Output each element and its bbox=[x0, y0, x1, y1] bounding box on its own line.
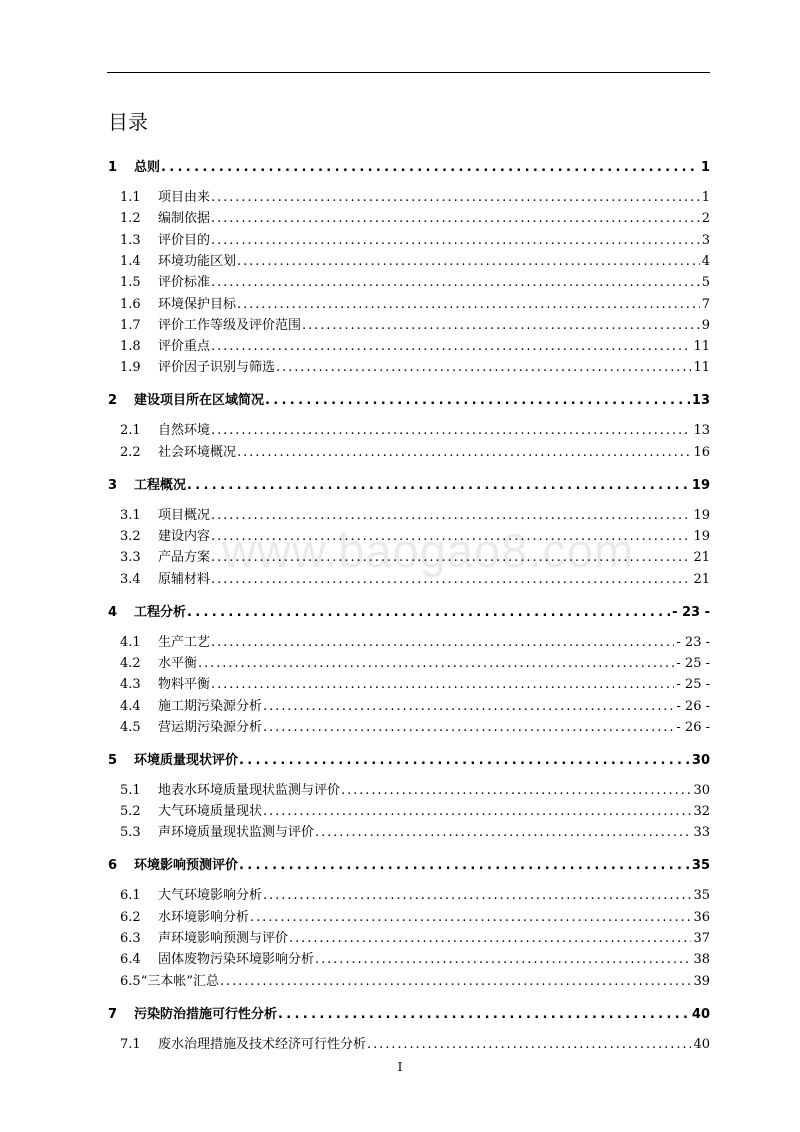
toc-page-number: 40 bbox=[693, 1036, 710, 1052]
toc-number: 4.2 bbox=[120, 655, 141, 671]
toc-section-row[interactable] bbox=[120, 353, 710, 375]
toc-leader-dots bbox=[211, 550, 691, 565]
toc-page-number: - 26 - bbox=[676, 719, 710, 735]
toc-page-number: 9 bbox=[701, 317, 710, 333]
toc-number: 2.1 bbox=[120, 423, 141, 439]
toc-leader-dots bbox=[315, 825, 691, 840]
toc-page-number: 11 bbox=[693, 360, 710, 376]
toc-title: 环境影响预测评价 bbox=[134, 858, 239, 874]
toc-title: 原辅材料 bbox=[158, 571, 211, 587]
toc-leader-dots bbox=[341, 783, 691, 798]
toc-leader-dots bbox=[211, 190, 700, 205]
toc-section-row[interactable] bbox=[120, 183, 710, 205]
toc-number: 6.5 bbox=[120, 973, 141, 989]
toc-leader-dots bbox=[211, 423, 691, 438]
page-number: I bbox=[397, 1060, 403, 1074]
toc-number: 1.5 bbox=[120, 275, 141, 291]
toc-leader-dots bbox=[265, 393, 690, 408]
toc-number: 1.8 bbox=[120, 339, 141, 355]
toc-section-row[interactable] bbox=[120, 332, 710, 354]
toc-leader-dots bbox=[278, 1007, 690, 1022]
toc-leader-dots bbox=[289, 931, 691, 946]
toc-leader-dots bbox=[276, 360, 691, 375]
toc-number: 1.7 bbox=[120, 317, 141, 333]
toc-page-number: 39 bbox=[693, 973, 710, 989]
toc-leader-dots bbox=[220, 974, 691, 989]
toc-section-row[interactable] bbox=[120, 692, 710, 714]
toc-section-row[interactable] bbox=[120, 924, 710, 946]
toc-number: 7.1 bbox=[120, 1036, 141, 1052]
toc-chapter-row[interactable] bbox=[108, 471, 710, 493]
toc-number: 1 bbox=[108, 160, 118, 175]
toc-title: 环境保护目标 bbox=[158, 296, 237, 312]
toc-title: 编制依据 bbox=[158, 211, 211, 227]
toc-title: 营运期污染源分析 bbox=[158, 719, 263, 735]
toc-title: 物料平衡 bbox=[158, 677, 211, 693]
toc-page-number: 19 bbox=[693, 507, 710, 523]
toc-chapter-row[interactable] bbox=[108, 851, 710, 873]
toc-chapter-row[interactable] bbox=[108, 598, 710, 620]
watermark: www.baogao8.com bbox=[222, 524, 635, 577]
toc-number: 1.2 bbox=[120, 211, 141, 227]
toc-leader-dots bbox=[239, 753, 690, 768]
toc-title: 大气环境质量现状 bbox=[158, 804, 263, 820]
toc-page-number: 40 bbox=[691, 1006, 710, 1022]
toc-section-row[interactable] bbox=[120, 945, 710, 967]
toc-leader-dots bbox=[239, 858, 690, 873]
toc-page-number: 13 bbox=[691, 393, 710, 409]
toc-title: 生产工艺 bbox=[158, 634, 211, 650]
page-title: 目录 bbox=[108, 110, 148, 134]
toc-title: 声环境影响预测与评价 bbox=[158, 931, 289, 946]
toc-section-row[interactable] bbox=[120, 247, 710, 269]
toc-leader-dots bbox=[211, 572, 691, 587]
toc-page-number: 1 bbox=[700, 160, 710, 175]
toc-leader-dots bbox=[211, 233, 700, 248]
toc-number: 6.1 bbox=[120, 888, 141, 904]
toc-leader-dots bbox=[211, 529, 691, 544]
toc-title: 固体废物污染环境影响分析 bbox=[158, 952, 315, 968]
toc-number: 3.2 bbox=[120, 529, 141, 544]
toc-page-number: 11 bbox=[693, 339, 710, 355]
toc-leader-dots bbox=[211, 211, 700, 226]
toc-title: 环境质量现状评价 bbox=[134, 752, 239, 768]
toc-title: 废水治理措施及技术经济可行性分析 bbox=[158, 1036, 367, 1052]
toc-chapter-row[interactable] bbox=[108, 1000, 710, 1022]
toc-number: 1.9 bbox=[120, 360, 141, 376]
toc-section-row[interactable] bbox=[120, 565, 710, 587]
toc-leader-dots bbox=[263, 699, 674, 714]
toc-number: 2.2 bbox=[120, 444, 141, 460]
toc-title: 建设内容 bbox=[158, 529, 211, 544]
toc-number: 3.3 bbox=[120, 550, 141, 566]
toc-title: 水环境影响分析 bbox=[158, 909, 250, 925]
toc-page-number: - 23 - bbox=[672, 604, 710, 620]
toc-page-number: 35 bbox=[691, 858, 710, 874]
toc-page-number: 32 bbox=[693, 804, 710, 820]
toc-page-number: 13 bbox=[693, 423, 710, 439]
toc-title: 污染防治措施可行性分析 bbox=[134, 1006, 278, 1022]
toc-leader-dots bbox=[250, 910, 691, 925]
toc-page-number: 30 bbox=[691, 752, 710, 768]
toc-section-row[interactable] bbox=[120, 522, 710, 544]
toc-section-row[interactable] bbox=[120, 311, 710, 333]
toc-title: 声环境质量现状监测与评价 bbox=[158, 825, 315, 841]
toc-section-row[interactable] bbox=[120, 628, 710, 650]
toc-section-row[interactable] bbox=[120, 797, 710, 819]
toc-number: 6.2 bbox=[120, 909, 141, 925]
toc-leader-dots bbox=[211, 508, 691, 523]
toc-number: 7 bbox=[108, 1006, 118, 1022]
toc-section-row[interactable] bbox=[120, 670, 710, 692]
toc-number: 2 bbox=[108, 393, 118, 409]
toc-number: 4 bbox=[108, 604, 118, 620]
toc-section-row[interactable] bbox=[120, 416, 710, 438]
toc-title: 水平衡 bbox=[158, 655, 198, 671]
toc-section-row[interactable] bbox=[120, 967, 710, 989]
toc-section-row[interactable] bbox=[120, 881, 710, 903]
toc-page-number: 38 bbox=[693, 952, 710, 968]
toc-title: 评价重点 bbox=[158, 339, 211, 355]
toc-section-row[interactable] bbox=[120, 438, 710, 460]
toc-title: 总则 bbox=[134, 160, 161, 175]
toc-number: 1.1 bbox=[120, 190, 141, 205]
toc-section-row[interactable] bbox=[120, 543, 710, 565]
toc-page-number: 16 bbox=[693, 444, 710, 460]
toc-section-row[interactable] bbox=[120, 226, 710, 248]
toc-page-number: 21 bbox=[693, 571, 710, 587]
toc-number: 5 bbox=[108, 752, 118, 768]
toc-number: 4.4 bbox=[120, 698, 141, 714]
toc-page-number: - 26 - bbox=[676, 698, 710, 714]
toc-page-number: 33 bbox=[693, 825, 710, 841]
toc-section-row[interactable] bbox=[120, 776, 710, 798]
toc-page-number: 30 bbox=[693, 782, 710, 798]
toc-section-row[interactable] bbox=[120, 818, 710, 840]
toc-number: 6.4 bbox=[120, 952, 141, 968]
toc-title: 大气环境影响分析 bbox=[158, 888, 263, 904]
toc-leader-dots bbox=[315, 952, 691, 967]
toc-number: 3.1 bbox=[120, 507, 141, 523]
toc-leader-dots bbox=[211, 677, 674, 692]
toc-leader-dots bbox=[187, 478, 690, 493]
toc-number: 6.3 bbox=[120, 931, 141, 946]
toc-number: 4.3 bbox=[120, 677, 141, 693]
toc-title: 施工期污染源分析 bbox=[158, 698, 263, 714]
toc-page-number: 19 bbox=[693, 529, 710, 544]
toc-leader-dots bbox=[211, 339, 691, 354]
toc-title: 地表水环境质量现状监测与评价 bbox=[158, 782, 341, 798]
toc-number: 3.4 bbox=[120, 571, 141, 587]
toc-leader-dots bbox=[237, 254, 700, 269]
toc-title: 环境功能区划 bbox=[158, 253, 237, 269]
toc-number: 5.2 bbox=[120, 804, 141, 820]
toc-number: 6 bbox=[108, 858, 118, 874]
toc-leader-dots bbox=[263, 804, 691, 819]
toc-title: 项目由来 bbox=[158, 190, 211, 205]
toc-title: 项目概况 bbox=[158, 507, 211, 523]
toc-number: 4.5 bbox=[120, 719, 141, 735]
toc-leader-dots bbox=[161, 160, 699, 175]
toc-number: 5.1 bbox=[120, 782, 141, 798]
toc-page-number: 37 bbox=[693, 931, 710, 946]
toc-title: 评价标准 bbox=[158, 275, 211, 291]
toc-page-number: 36 bbox=[693, 909, 710, 925]
toc-page-number: 7 bbox=[701, 296, 710, 312]
toc-number: 1.3 bbox=[120, 232, 141, 248]
toc-leader-dots bbox=[367, 1037, 691, 1052]
toc-page-number: - 25 - bbox=[676, 655, 710, 671]
toc-chapter-row[interactable] bbox=[108, 153, 710, 175]
toc-title: 产品方案 bbox=[158, 550, 211, 566]
toc-page-number: 3 bbox=[701, 232, 710, 248]
toc-number: 1.4 bbox=[120, 253, 141, 269]
toc-section-row[interactable] bbox=[120, 290, 710, 312]
toc-chapter-row[interactable] bbox=[108, 386, 710, 408]
toc-section-row[interactable] bbox=[120, 501, 710, 523]
toc-leader-dots bbox=[211, 275, 700, 290]
toc-section-row[interactable] bbox=[120, 713, 710, 735]
toc-page-number: - 23 - bbox=[676, 634, 710, 650]
toc-title: 建设项目所在区域简况 bbox=[134, 393, 265, 409]
toc-leader-dots bbox=[187, 605, 670, 620]
toc-page-number: 21 bbox=[693, 550, 710, 566]
toc-title: 评价因子识别与筛选 bbox=[158, 360, 276, 376]
toc-leader-dots bbox=[263, 888, 691, 903]
toc-title: 评价工作等级及评价范围 bbox=[158, 317, 302, 333]
toc-page-number: 2 bbox=[701, 211, 710, 227]
toc-title: 工程分析 bbox=[134, 604, 187, 620]
toc-section-row[interactable] bbox=[120, 1030, 710, 1052]
toc-page-number: 5 bbox=[701, 275, 710, 291]
toc-page-number: 19 bbox=[691, 477, 710, 493]
toc-title: 自然环境 bbox=[158, 423, 211, 439]
toc-section-row[interactable] bbox=[120, 903, 710, 925]
toc-title: 评价目的 bbox=[158, 232, 211, 248]
toc-number: 5.3 bbox=[120, 825, 141, 841]
toc-section-row[interactable] bbox=[120, 649, 710, 671]
toc-leader-dots bbox=[198, 656, 674, 671]
toc-number: 3 bbox=[108, 477, 118, 493]
toc-leader-dots bbox=[211, 635, 674, 650]
toc-title: 工程概况 bbox=[134, 477, 187, 493]
toc-section-row[interactable] bbox=[120, 204, 710, 226]
toc-number: 1.6 bbox=[120, 296, 141, 312]
toc-title: 社会环境概况 bbox=[158, 444, 237, 460]
header-rule bbox=[107, 72, 710, 73]
toc-page-number: 1 bbox=[701, 190, 710, 205]
toc-page-number: 35 bbox=[693, 888, 710, 904]
toc-section-row[interactable] bbox=[120, 268, 710, 290]
toc-page-number: - 25 - bbox=[676, 677, 710, 693]
toc-leader-dots bbox=[302, 318, 700, 333]
toc-number: 4.1 bbox=[120, 634, 141, 650]
toc-leader-dots bbox=[263, 720, 674, 735]
toc-title: “三本帐”汇总 bbox=[140, 973, 219, 989]
toc-leader-dots bbox=[237, 445, 691, 460]
toc-page-number: 4 bbox=[701, 253, 710, 269]
toc-leader-dots bbox=[237, 297, 700, 312]
toc-chapter-row[interactable] bbox=[108, 746, 710, 768]
